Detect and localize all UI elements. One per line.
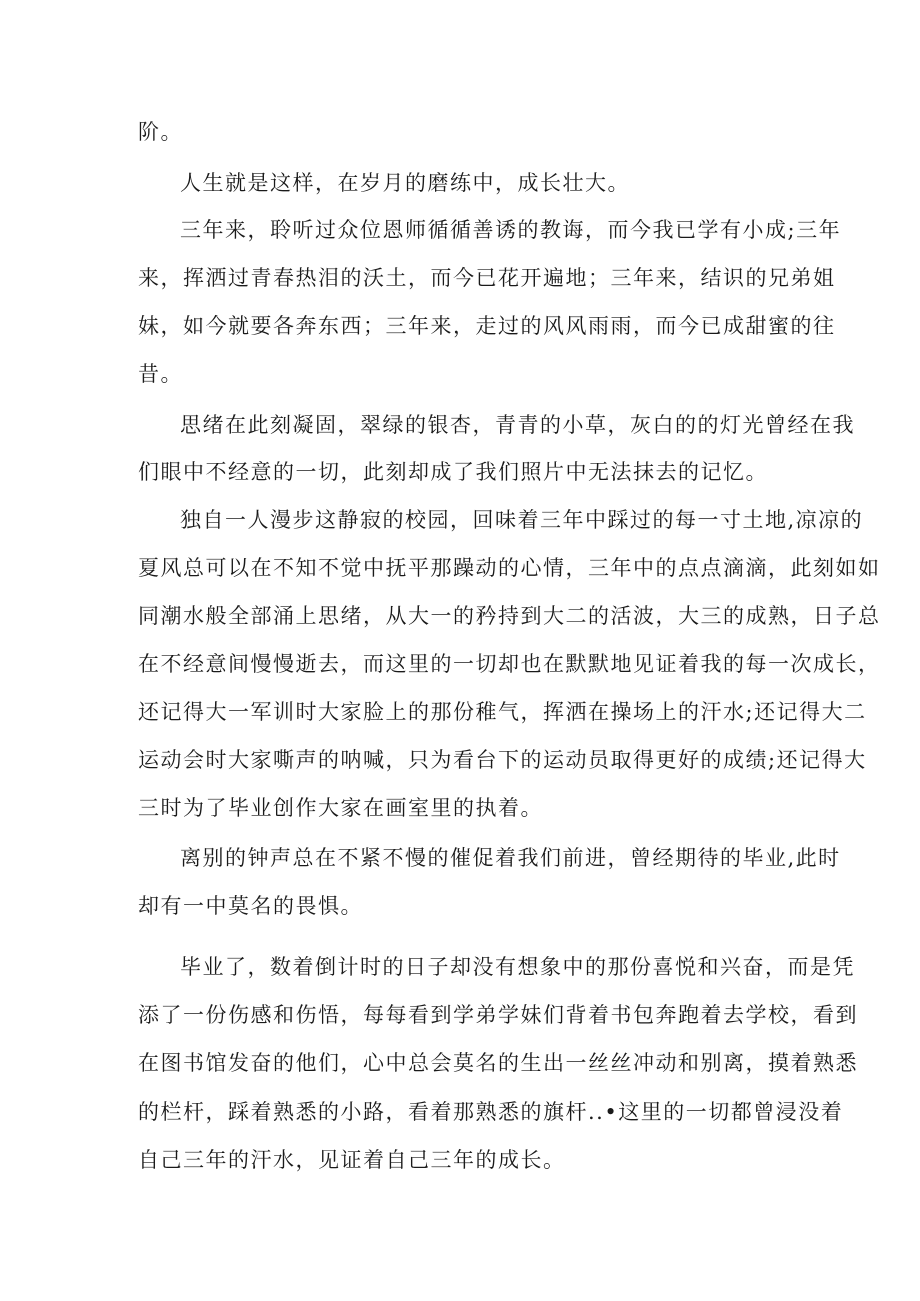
text-line: 独自一人漫步这静寂的校园，回味着三年中踩过的每一寸土地,凉凉的	[180, 508, 864, 532]
text-line: 离别的钟声总在不紧不慢的催促着我们前进，曾经期待的毕业,此时	[180, 846, 841, 870]
text-line: 三时为了毕业创作大家在画室里的执着。	[138, 796, 543, 820]
text-line: 还记得大一军训时大家脸上的那份稚气，挥洒在操场上的汗水;还记得大二	[138, 700, 867, 724]
text-line: 在不经意间慢慢逝去，而这里的一切却也在默默地见证着我的每一次成长，	[138, 652, 881, 676]
text-line: 人生就是这样，在岁月的磨练中，成长壮大。	[180, 171, 630, 195]
text-line: 阶。	[138, 120, 183, 144]
text-line: 夏风总可以在不知不觉中抚平那躁动的心情，三年中的点点滴滴，此刻如如	[138, 556, 881, 580]
text-line: 们眼中不经意的一切，此刻却成了我们照片中无法抹去的记忆。	[138, 460, 768, 484]
text-line: 运动会时大家嘶声的呐喊，只为看台下的运动员取得更好的成绩;还记得大	[138, 748, 867, 772]
text-line: 来，挥洒过青春热泪的沃土，而今已花开遍地；三年来，结识的兄弟姐	[138, 266, 836, 290]
text-line: 同潮水般全部涌上思绪，从大一的矜持到大二的活波，大三的成熟，日子总	[138, 604, 881, 628]
text-line: 的栏杆，踩着熟悉的小路，看着那熟悉的旗杆..•这里的一切都曾浸没着	[138, 1100, 844, 1124]
text-line: 妹，如今就要各奔东西；三年来，走过的风风雨雨，而今已成甜蜜的往	[138, 314, 836, 338]
text-line: 思绪在此刻凝固，翠绿的银杏，青青的小草，灰白的的灯光曾经在我	[180, 413, 855, 437]
text-line: 在图书馆发奋的他们，心中总会莫名的生出一丝丝冲动和别离，摸着熟悉	[138, 1051, 858, 1075]
text-line: 毕业了，数着倒计时的日子却没有想象中的那份喜悦和兴奋，而是凭	[180, 955, 855, 979]
text-line: 三年来，聆听过众位恩师循循善诱的教诲，而今我已学有小成;三年	[180, 218, 842, 242]
text-line: 自己三年的汗水，见证着自己三年的成长。	[138, 1148, 566, 1172]
text-line: 添了一份伤感和伤悟，每每看到学弟学妹们背着书包奔跑着去学校，看到	[138, 1003, 858, 1027]
text-line: 昔。	[138, 362, 183, 386]
text-line: 却有一中莫名的畏惧。	[138, 894, 363, 918]
